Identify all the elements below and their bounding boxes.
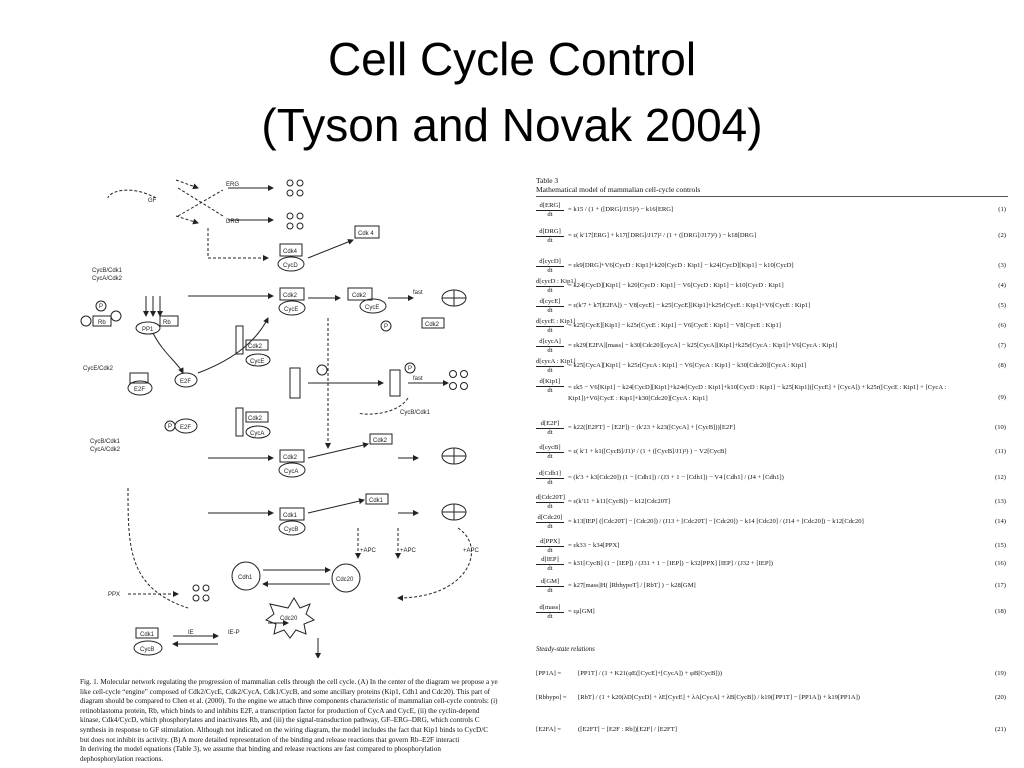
cdc20-label: Cdc20 bbox=[336, 577, 354, 583]
equation-row bbox=[536, 258, 1008, 276]
derivative-denominator: dt bbox=[547, 307, 553, 314]
cdk2-label: Cdk2 bbox=[283, 293, 298, 299]
equation-lhs bbox=[536, 538, 564, 555]
equation-rhs: = ε(k′11 + k11[CycB]) − k12[Cdc20T] bbox=[568, 498, 671, 505]
derivative-denominator: dt bbox=[547, 429, 553, 436]
equation-rhs: = k22([E2FT] − [E2F]) − (k′23 + k23([CycA] + [CycB]))[E2F] bbox=[568, 424, 736, 431]
equation-table bbox=[536, 176, 1010, 756]
caption-line: retinoblastoma protein, Rb, which binds to and inhibits E2F, a transcription factor for production of CycA and CycE, (ii) the cyclin-depend bbox=[80, 706, 480, 715]
equation-lhs bbox=[536, 202, 564, 219]
cdk2-kip-label-2: Cdk2 bbox=[248, 416, 263, 422]
fast-label-2: fast bbox=[413, 376, 423, 382]
cyce-label: CycE bbox=[284, 307, 299, 313]
caption-line: Fig. 1. Molecular network regulating the progression of mammalian cells through the cell cycle. (A) In the center of the diagram we propose a ye bbox=[80, 678, 498, 686]
derivative-numerator: d[cycD] bbox=[536, 258, 564, 267]
equation-lhs bbox=[536, 298, 564, 315]
equation-lhs bbox=[536, 514, 564, 531]
equation-lhs bbox=[536, 318, 576, 335]
derivative-denominator: dt bbox=[547, 211, 553, 218]
derivative-denominator: dt bbox=[547, 503, 553, 510]
equation-lhs bbox=[536, 444, 564, 461]
equation-rhs: = ε( k′1 + k1([CycB]/J1)² / (1 + ([CycB]/J1)²) ) − V2[CycB] bbox=[568, 448, 727, 455]
equation-row bbox=[536, 202, 1008, 220]
equation-rhs: = ε( k′17[ERG] + k17([DRG]/J17)² / (1 + ([DRG]/J17)²) ) − k18[DRG] bbox=[568, 232, 757, 239]
p-label-1: P bbox=[99, 304, 104, 310]
derivative-denominator: dt bbox=[547, 587, 553, 594]
equation-lhs bbox=[536, 338, 564, 355]
equation-number: (13) bbox=[995, 498, 1006, 505]
derivative-numerator: d[PPX] bbox=[536, 538, 564, 547]
equation-rhs: = (k′3 + k3[Cdc20]) (1 − [Cdh1]) / (J3 + 1 − [Cdh1]) − V4 [Cdh1] / (J4 + [Cdh1]) bbox=[568, 474, 784, 481]
fast-label: fast bbox=[413, 290, 423, 296]
equation-number: (10) bbox=[995, 424, 1006, 431]
equation-number: (21) bbox=[995, 726, 1006, 733]
derivative-numerator: d[mass] bbox=[536, 604, 564, 613]
derivative-numerator: d[cycA : Kip1] bbox=[536, 358, 576, 365]
derivative-numerator: d[GM] bbox=[536, 578, 564, 587]
equation-rhs: = k15 / (1 + ([DRG]/J15)²) − k16[ERG] bbox=[568, 206, 674, 213]
equation-rhs: = k24[CycD][Kip1] − k20[CycD : Kip1] − V6[CycD : Kip1] − k10[CycD : Kip1] bbox=[568, 282, 784, 289]
iep-label: IE-P bbox=[228, 630, 240, 636]
cdk2-label-2: Cdk2 bbox=[352, 293, 367, 299]
equation-rhs: = k25[CycA][Kip1] − k25r[CycA : Kip1] − V6[CycA : Kip1] − k30[Cdc20][CycA : Kip1] bbox=[568, 362, 807, 369]
equation-number: (9) bbox=[998, 394, 1006, 401]
cyca-label: CycA bbox=[284, 469, 299, 475]
equation-row bbox=[536, 538, 1008, 556]
equation-rhs: = εk33 − k34[PPX] bbox=[568, 542, 620, 549]
caption-line: In deriving the model equations (Table 3), we assume that binding and release reactions are fast compared to phosphorylation bbox=[80, 745, 441, 754]
relation-rhs: ([E2FT] − [E2F : Rb])[E2F] / [E2FT] bbox=[578, 726, 677, 733]
cyca-cdk2-label-3: CycA/Cdk2 bbox=[90, 447, 121, 453]
drg-label: DRG bbox=[226, 219, 240, 225]
cdk1-bottom-label: Cdk1 bbox=[140, 632, 155, 638]
ppx-label: PPX bbox=[108, 592, 121, 598]
apc-label-3: +APC bbox=[463, 548, 479, 554]
gf-label: GF bbox=[148, 198, 157, 204]
cycb-bottom-label: CycB bbox=[140, 647, 155, 653]
equation-row bbox=[536, 494, 1008, 512]
equation-lhs bbox=[536, 494, 564, 511]
derivative-denominator: dt bbox=[547, 367, 553, 374]
relation-lhs: [Rbhypo] = bbox=[536, 694, 567, 701]
cyce-label-2: CycE bbox=[365, 305, 380, 311]
equation-row bbox=[536, 578, 1008, 596]
equation-rhs: = k31[CycB] (1 − [IEP]) / (J31 + 1 − [IEP]) − k32[PPX] [IEP] / (J32 + [IEP]) bbox=[568, 560, 773, 567]
relation-row bbox=[536, 690, 1008, 708]
cycb-label: CycB bbox=[284, 527, 299, 533]
caption-line: dephosphorylation reactions. bbox=[80, 754, 164, 763]
equation-row bbox=[536, 298, 1008, 316]
pp1-label: PP1 bbox=[142, 327, 154, 333]
derivative-denominator: dt bbox=[547, 347, 553, 354]
apc-label-2: +APC bbox=[400, 548, 416, 554]
derivative-numerator: d[cycD : Kip1] bbox=[536, 278, 576, 285]
table-heading: Table 3 bbox=[536, 176, 559, 185]
equation-number: (19) bbox=[995, 670, 1006, 677]
derivative-numerator: d[cycE] bbox=[536, 298, 564, 307]
equation-row bbox=[536, 338, 1008, 356]
equation-rhs: = εk9[DRG]+V6[CycD : Kip1]+k20[CycD : Kip1] − k24[CycD][Kip1] − k10[CycD] bbox=[568, 262, 794, 269]
equation-row bbox=[536, 420, 1008, 438]
cycb-cdk1-label: CycB/Cdk1 bbox=[92, 268, 123, 274]
derivative-denominator: dt bbox=[547, 479, 553, 486]
equation-number: (17) bbox=[995, 582, 1006, 589]
steady-state-heading: Steady-state relations bbox=[536, 646, 595, 653]
caption-line: like cell-cycle “engine” composed of Cdk2/CycE, Cdk2/CycA, Cdk1/CycB, and some ancillary proteins (Kip1, Cdh1 and Cdc20). This part of bbox=[80, 687, 491, 696]
equation-number: (6) bbox=[998, 322, 1006, 329]
equation-row bbox=[536, 278, 1008, 296]
cdk1-box-label: Cdk1 bbox=[369, 498, 384, 504]
slide-title-line1: Cell Cycle Control bbox=[327, 33, 697, 85]
equation-number: (16) bbox=[995, 560, 1006, 567]
cell-cycle-wiring-diagram bbox=[68, 168, 520, 658]
cycd-label: CycD bbox=[283, 263, 298, 269]
e2f-free-label: E2F bbox=[180, 379, 192, 385]
ie-label: IE bbox=[188, 630, 194, 636]
derivative-denominator: dt bbox=[547, 613, 553, 620]
cyca-cdk2-label: CycA/Cdk2 bbox=[92, 276, 123, 282]
apc-label-1: +APC bbox=[360, 548, 376, 554]
equation-number: (12) bbox=[995, 474, 1006, 481]
derivative-denominator: dt bbox=[547, 237, 553, 244]
derivative-numerator: d[Cdc20] bbox=[537, 514, 563, 521]
equation-lhs bbox=[536, 378, 564, 395]
cdk4-box-label: Cdk 4 bbox=[358, 231, 374, 237]
e2f-p-label: E2F bbox=[180, 425, 192, 431]
equation-lhs bbox=[536, 420, 564, 437]
derivative-numerator: d[cycE : Kip1] bbox=[536, 318, 576, 325]
equation-lhs bbox=[536, 258, 564, 275]
equation-row bbox=[536, 470, 1008, 488]
equation-lhs bbox=[536, 358, 576, 375]
derivative-numerator: d[Kip1] bbox=[536, 378, 564, 387]
cycb-cdk1-label-3: CycB/Cdk1 bbox=[90, 439, 121, 445]
derivative-numerator: d[cycB] bbox=[536, 444, 564, 453]
caption-line: diagram should be compared to Chen et al. (2000). To the engine we attach three components characteristic of mammalian cell-cycle controls: (i) bbox=[80, 697, 498, 706]
relation-lhs: [PP1A] = bbox=[536, 670, 562, 677]
slide-title-line2: (Tyson and Novak 2004) bbox=[261, 99, 763, 151]
relation-row bbox=[536, 722, 1008, 740]
equation-number: (5) bbox=[998, 302, 1006, 309]
relation-rhs: [PP1T] / (1 + K21(φE([CycE]+[CycA]) + φB[CycB])) bbox=[578, 670, 723, 677]
derivative-numerator: d[ERG] bbox=[536, 202, 564, 211]
equation-rhs: = εk29[E2FA][mass] − k30[Cdc20][cycA] − k25[CycA][Kip1]+k25r[CycA : Kip1]+V6[CycA : Kip1] bbox=[568, 342, 838, 349]
cyce-kip-label: CycE bbox=[250, 359, 265, 365]
cdk4-label: Cdk4 bbox=[283, 249, 298, 255]
equation-row bbox=[536, 514, 1008, 532]
equation-lhs bbox=[536, 278, 576, 295]
equation-lhs bbox=[536, 578, 564, 595]
caption-line: synthesis in response to GF stimulation. Although not indicated on the wiring diagram, the model includes the fact that Kip1 binds to CycD/C bbox=[80, 725, 489, 734]
equation-rhs: = k13[IEP] ([Cdc20T] − [Cdc20]) / (J13 + [Cdc20T] − [Cdc20]) − k14 [Cdc20] / (J14 + [Cdc20]) − k12[Cdc20] bbox=[568, 518, 864, 525]
relation-row bbox=[536, 666, 1008, 684]
equation-number: (2) bbox=[998, 232, 1006, 239]
derivative-denominator: dt bbox=[547, 565, 553, 572]
erg-label: ERG bbox=[226, 182, 240, 188]
equation-rhs: = ε(k′7 + k7[E2FA]) − V8[cycE] − k25[CycE][Kip1]+k25r[CycE : Kip1]+V6[CycE : Kip1] bbox=[568, 302, 811, 309]
derivative-denominator: dt bbox=[547, 547, 553, 554]
cdk2-cyca-label: Cdk2 bbox=[283, 455, 298, 461]
cycb-cdk1-label-2: CycB/Cdk1 bbox=[400, 410, 431, 416]
equation-number: (1) bbox=[998, 206, 1006, 213]
derivative-denominator: dt bbox=[547, 387, 553, 394]
cdk2-kip-label: Cdk2 bbox=[248, 344, 263, 350]
equation-number: (7) bbox=[998, 342, 1006, 349]
equation-number: (18) bbox=[995, 608, 1006, 615]
derivative-numerator: d[E2F] bbox=[536, 420, 564, 429]
caption-line: but does not inhibit its activity. (B) A more detailed representation of the binding and release reactions that govern Rb–E2F interacti bbox=[80, 735, 460, 744]
derivative-numerator: d[Cdh1] bbox=[536, 470, 564, 479]
derivative-numerator: d[cycA] bbox=[536, 338, 564, 347]
cdk2-box-label-2: Cdk2 bbox=[373, 438, 388, 444]
rb-label-2: Rb bbox=[163, 320, 171, 326]
equation-number: (11) bbox=[995, 448, 1006, 455]
equation-row bbox=[536, 228, 1008, 246]
derivative-denominator: dt bbox=[547, 523, 553, 530]
equation-lhs bbox=[536, 604, 564, 621]
equation-number: (20) bbox=[995, 694, 1006, 701]
equation-number: (3) bbox=[998, 262, 1006, 269]
equation-rhs: = εμ[GM] bbox=[568, 608, 595, 615]
equation-row bbox=[536, 444, 1008, 462]
cdc20-active-label: Cdc20 bbox=[280, 616, 298, 622]
cyce-cdk2-label: CycE/Cdk2 bbox=[83, 366, 114, 372]
table-subheading: Mathematical model of mammalian cell-cycle controls bbox=[536, 185, 701, 194]
equation-row bbox=[536, 378, 1008, 402]
equation-number: (8) bbox=[998, 362, 1006, 369]
derivative-numerator: d[Cdc20T] bbox=[536, 494, 565, 501]
cyca-kip-label: CycA bbox=[250, 431, 265, 437]
table-rule-top bbox=[536, 196, 1008, 197]
equation-lhs bbox=[536, 556, 564, 573]
derivative-denominator: dt bbox=[547, 453, 553, 460]
relation-lhs: [E2FA] = bbox=[536, 726, 562, 733]
caption-line: kinase, Cdk4/CycD, which phosphorylates and inactivates Rb, and (iii) the signal-transduction pathway, GF–ERG–DRG, which controls C bbox=[80, 716, 480, 725]
derivative-denominator: dt bbox=[547, 267, 553, 274]
figure-caption bbox=[80, 678, 520, 766]
equation-row bbox=[536, 318, 1008, 336]
equation-row bbox=[536, 358, 1008, 376]
cdh1-label: Cdh1 bbox=[238, 575, 253, 581]
derivative-denominator: dt bbox=[547, 287, 553, 294]
derivative-denominator: dt bbox=[547, 327, 553, 334]
equation-number: (15) bbox=[995, 542, 1006, 549]
p-label-2: P bbox=[384, 324, 389, 330]
cdk2-box-label: Cdk2 bbox=[425, 322, 440, 328]
derivative-numerator: d[IEP] bbox=[536, 556, 564, 565]
equation-rhs: = k25[CycE][Kip1] − k25r[CycE : Kip1] − V6[CycE : Kip1] − V8[CycE : Kip1] bbox=[568, 322, 781, 329]
equation-number: (4) bbox=[998, 282, 1006, 289]
equation-number: (14) bbox=[995, 518, 1006, 525]
equation-lhs bbox=[536, 470, 564, 487]
cdk1-label: Cdk1 bbox=[283, 513, 298, 519]
equation-row bbox=[536, 604, 1008, 622]
p-label-4: P bbox=[408, 366, 413, 372]
equation-row bbox=[536, 556, 1008, 574]
rb-label: Rb bbox=[98, 320, 106, 326]
derivative-numerator: d[DRG] bbox=[536, 228, 564, 237]
relation-rhs: [RbT] / (1 + k20(λD[CycD] + λE[CycE] + λA[CycA] + λB[CycB]) / k19([PP1T] − [PP1A]) + k19[PP1A]) bbox=[578, 694, 860, 701]
equation-rhs: = k27[mass]H( [RbhypoT] / [RbT] ) − k28[GM] bbox=[568, 582, 696, 589]
e2f-label: E2F bbox=[134, 387, 146, 393]
equation-lhs bbox=[536, 228, 564, 245]
equation-rhs: = εk5 − V6[Kip1] − k24[CycD][Kip1]+k24r[CycD : Kip1]+k10[CycD : Kip1] − k25[Kip1]([CycE] + [CycA]) + k25r([CycE : Kip1] + [CycA : Kip1])+V6[CycE : Kip1]+k30[Cdc20][CycA : Kip1] bbox=[568, 384, 947, 402]
p-label-3: P bbox=[168, 424, 173, 430]
